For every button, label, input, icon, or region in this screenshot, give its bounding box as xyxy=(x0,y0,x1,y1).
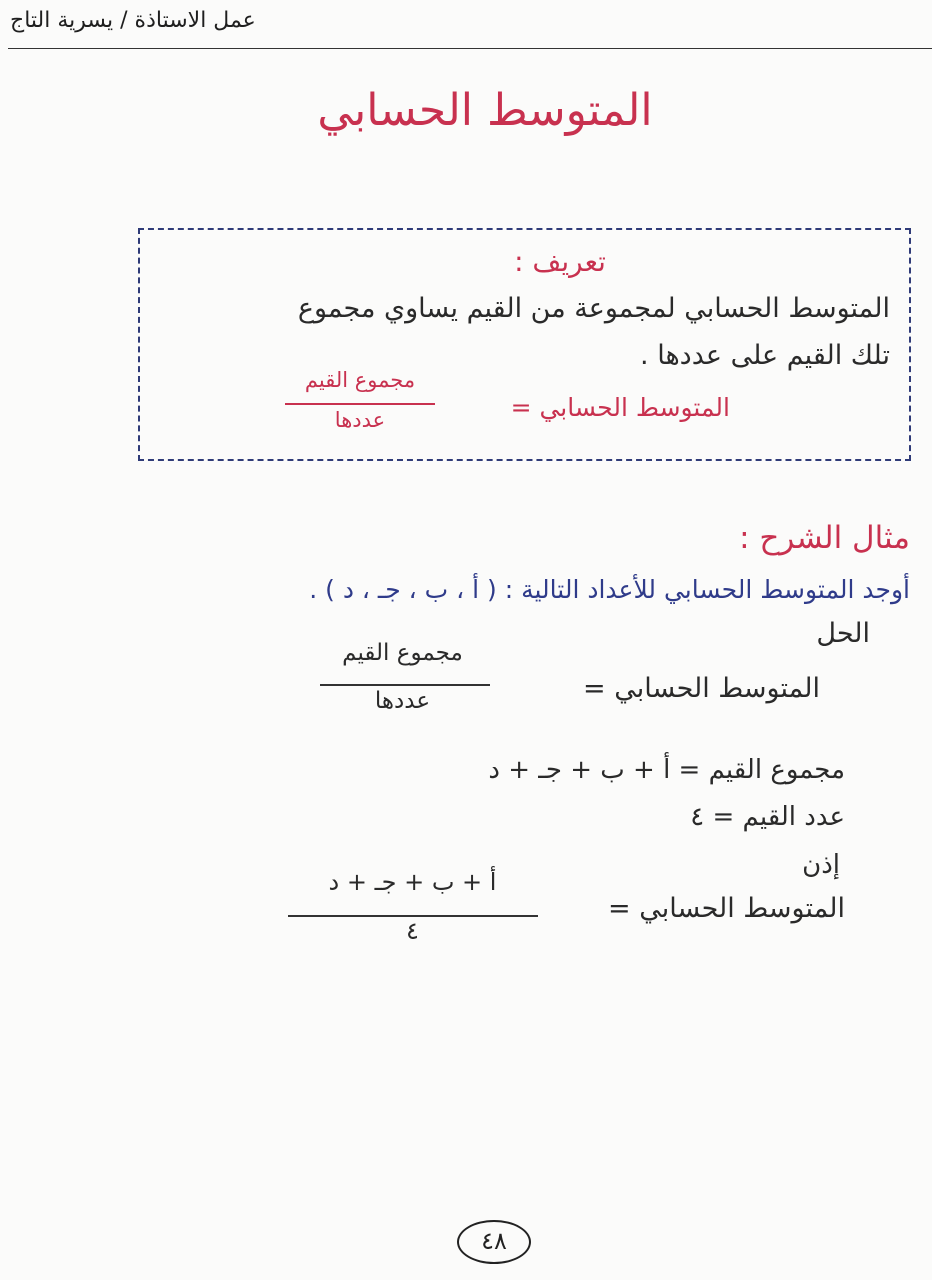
example-question: أوجد المتوسط الحسابي للأعداد التالية : ( أ ، ب ، جـ ، د ) . xyxy=(309,575,910,604)
solution-label: الحل xyxy=(816,618,870,649)
definition-heading: تعريف : xyxy=(514,245,606,278)
definition-fraction-numerator: مجموع القيم xyxy=(304,368,416,392)
solution-formula-left: المتوسط الحسابي = xyxy=(583,673,820,704)
count-of-values-line: عدد القيم = ٤ xyxy=(690,802,845,832)
definition-formula-left: المتوسط الحسابي = xyxy=(510,393,730,422)
definition-fraction-bar xyxy=(285,403,435,405)
header-divider xyxy=(8,48,932,49)
definition-fraction-denominator: عددها xyxy=(334,408,386,432)
definition-text-line-2: تلك القيم على عددها . xyxy=(640,340,890,371)
final-fraction-numerator: أ + ب + جـ + د xyxy=(328,868,497,896)
header-author-credit: عمل الاستاذة / يسرية التاج xyxy=(10,8,256,33)
example-heading: مثال الشرح : xyxy=(739,520,910,556)
solution-fraction-numerator: مجموع القيم xyxy=(342,640,463,666)
final-fraction-denominator: ٤ xyxy=(406,917,419,945)
page-number-badge: ٤٨ xyxy=(457,1220,531,1264)
solution-fraction-denominator: عددها xyxy=(374,688,431,714)
solution-fraction-bar xyxy=(320,684,490,686)
definition-text-line-1: المتوسط الحسابي لمجموعة من القيم يساوي مجموع xyxy=(297,293,890,324)
sum-of-values-line: مجموع القيم = أ + ب + جـ + د xyxy=(488,755,845,785)
page-title: المتوسط الحسابي xyxy=(317,85,653,136)
final-formula-left: المتوسط الحسابي = xyxy=(608,893,845,924)
therefore-label: إذن xyxy=(802,850,840,880)
